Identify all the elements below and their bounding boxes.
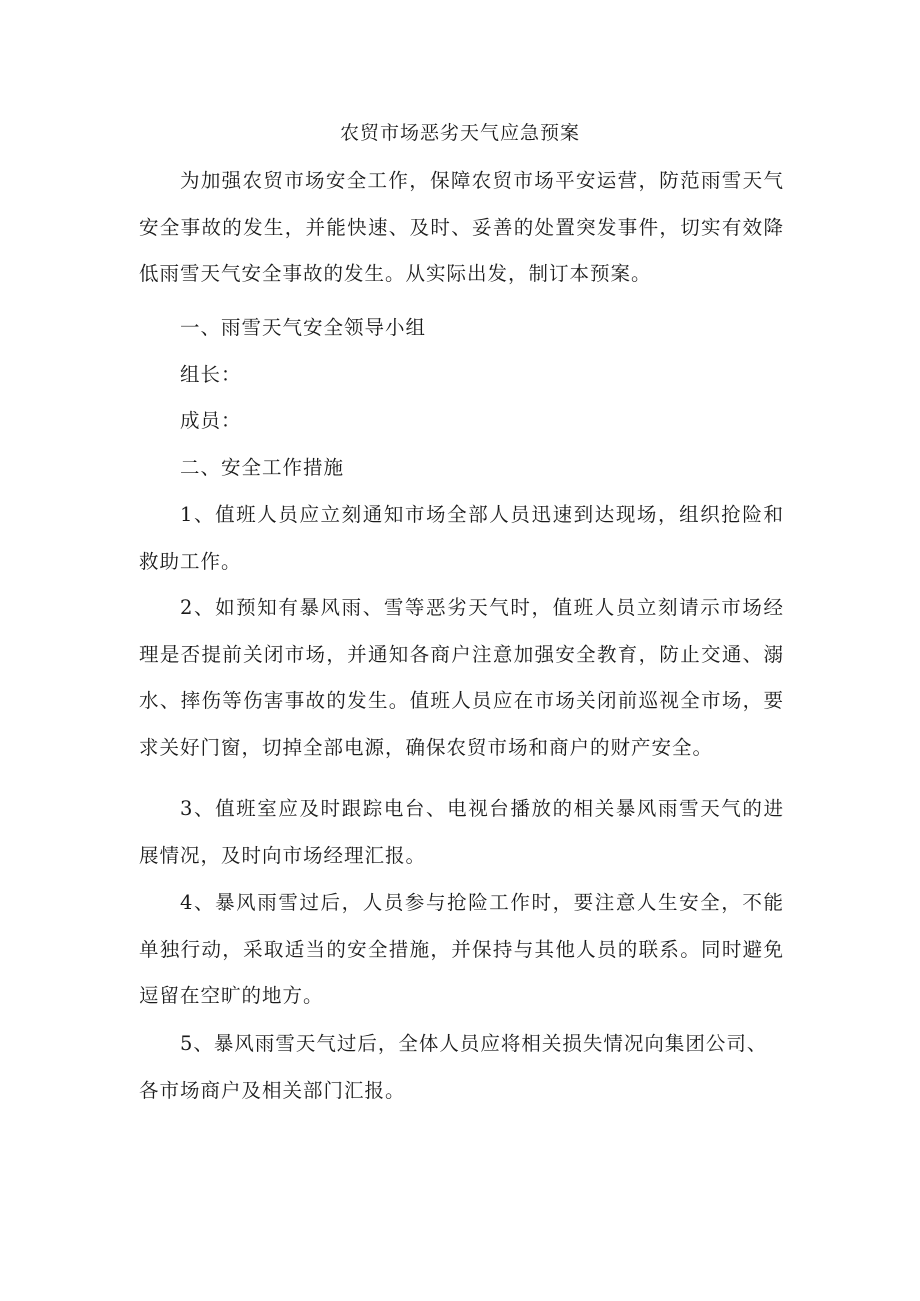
section-heading-safety-measures: 二、安全工作措施 bbox=[180, 456, 345, 479]
measure-5-paragraph: 5、暴风雨雪天气过后，全体人员应将相关损失情况向集团公司、 bbox=[180, 1032, 768, 1055]
measure-3-paragraph: 3、值班室应及时跟踪电台、电视台播放的相关暴风雨雪天气的进展情况，及时向市场经理汇报。 bbox=[139, 797, 784, 867]
measure-4-paragraph: 4、暴风雨雪过后，人员参与抢险工作时，要注意人生安全，不能单独行动，采取适当的安全措施，并保持与其他人员的联系。同时避免逗留在空旷的地方。 bbox=[139, 891, 784, 1007]
intro-paragraph: 为加强农贸市场安全工作，保障农贸市场平安运营，防范雨雪天气安全事故的发生，并能快速、及时、妥善的处置突发事件，切实有效降低雨雪天气安全事故的发生。从实际出发，制订本预案。 bbox=[139, 169, 784, 285]
section-heading-leadership-group: 一、雨雪天气安全领导小组 bbox=[180, 316, 427, 339]
measure-1-paragraph: 1、值班人员应立刻通知市场全部人员迅速到达现场，组织抢险和救助工作。 bbox=[139, 503, 784, 573]
group-leader-line: 组长： bbox=[180, 363, 242, 386]
measure-2-paragraph: 2、如预知有暴风雨、雪等恶劣天气时，值班人员立刻请示市场经理是否提前关闭市场，并通知各商户注意加强安全教育，防止交通、溺水、摔伤等伤害事故的发生。值班人员应在市场关闭前巡视全市场，要求关好门窗，切掉全部电源，确保农贸市场和商户的财产安全。 bbox=[139, 596, 784, 759]
document-title: 农贸市场恶劣天气应急预案 bbox=[339, 122, 580, 144]
members-line: 成员： bbox=[180, 409, 242, 432]
measure-5-continuation: 各市场商户及相关部门汇报。 bbox=[139, 1079, 406, 1102]
